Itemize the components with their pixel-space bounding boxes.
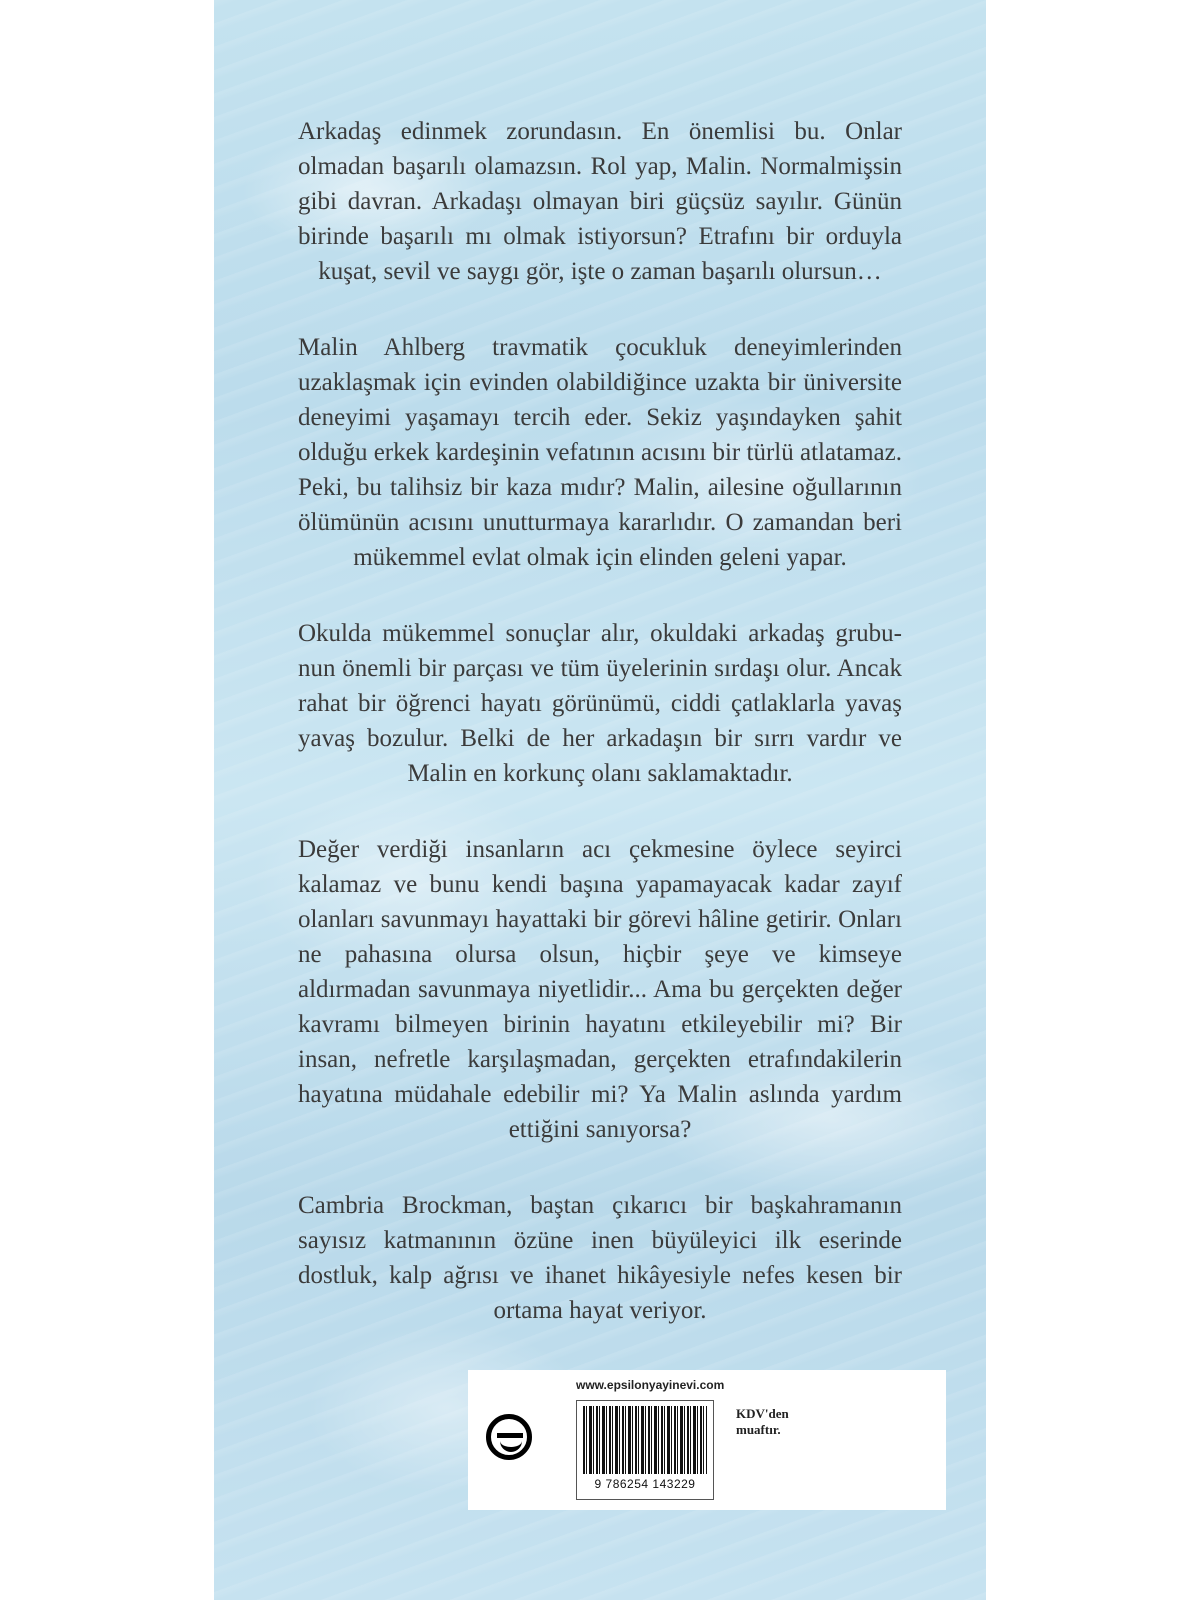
- isbn-number: 9 786254 143229: [594, 1477, 696, 1491]
- blurb-paragraph-2: Malin Ahlberg travmatik çocukluk deneyimlerinden uzaklaşmak için evinden olabildiğince uzakta bir üniversite deneyimi yaşamayı tercih eder. Sekiz yaşındayken şahit olduğu erkek kardeşinin vefatının acısını bir türlü atlatamaz. Peki, bu talihsiz bir kaza mıdır? Malin, ailesine oğullarının ölümünün acısını unutturmaya kararlıdır. O zamandan beri mükemmel evlat olmak için elinden geleni yapar.: [298, 334, 902, 571]
- barcode-bars: [583, 1406, 707, 1474]
- blurb-paragraph-4: Değer verdiği insanların acı çekmesine öylece seyirci kalamaz ve bunu kendi başına yapamayacak kadar zayıf olanları savunmayı hayattaki bir görevi hâline getirir. Onları ne pahasına olursa olsun, hiçbir şeye ve kimseye aldırmadan savunmaya niyetlidir... Ama bu gerçekten değer kavramı bilmeyen birinin hayatını etkileyebilir mi? Bir insan, nefretle karşılaşmadan, gerçekten etrafındakilerin hayatına müdahale edebilir mi? Ya Malin aslında yardım ettiğini sanıyorsa?: [298, 836, 902, 1143]
- blurb-text: [298, 114, 902, 1369]
- blurb-paragraph-1: Arkadaş edinmek zorundasın. En önemlisi bu. Onlar olmadan başarılı olamazsın. Rol yap, Malin. Normalmişsin gibi davran. Arkadaşı olmayan biri güçsüz sayılır. Günün birinde başarılı mı olmak istiyorsun? Etrafını bir orduyla kuşat, sevil ve saygı gör, işte o zaman başarılı olursun…: [298, 118, 902, 285]
- publisher-badge: [468, 1370, 946, 1510]
- blurb-paragraph-5: Cambria Brockman, baştan çıkarıcı bir başkahramanın sayısız katmanının özüne inen büyüleyici ilk eserinde dostluk, kalp ağrısı ve ihanet hikâyesiyle nefes kesen bir ortama hayat veriyor.: [298, 1192, 902, 1324]
- tax-note: KDV'den muaftır.: [736, 1406, 789, 1437]
- epsilon-logo-icon: [486, 1414, 532, 1460]
- isbn-barcode: [576, 1400, 714, 1500]
- publisher-website: www.epsilonyayinevi.com: [576, 1378, 725, 1392]
- book-back-cover: [214, 0, 986, 1600]
- blurb-paragraph-3: Okulda mükemmel sonuçlar alır, okuldaki arkadaş grubunun önemli bir parçası ve tüm üyelerinin sırdaşı olur. Ancak rahat bir öğrenci hayatı görünümü, ciddi çatlaklarla yavaş yavaş bozulur. Belki de her arkadaşın bir sırrı vardır ve Malin en korkunç olanı saklamaktadır.: [298, 620, 902, 787]
